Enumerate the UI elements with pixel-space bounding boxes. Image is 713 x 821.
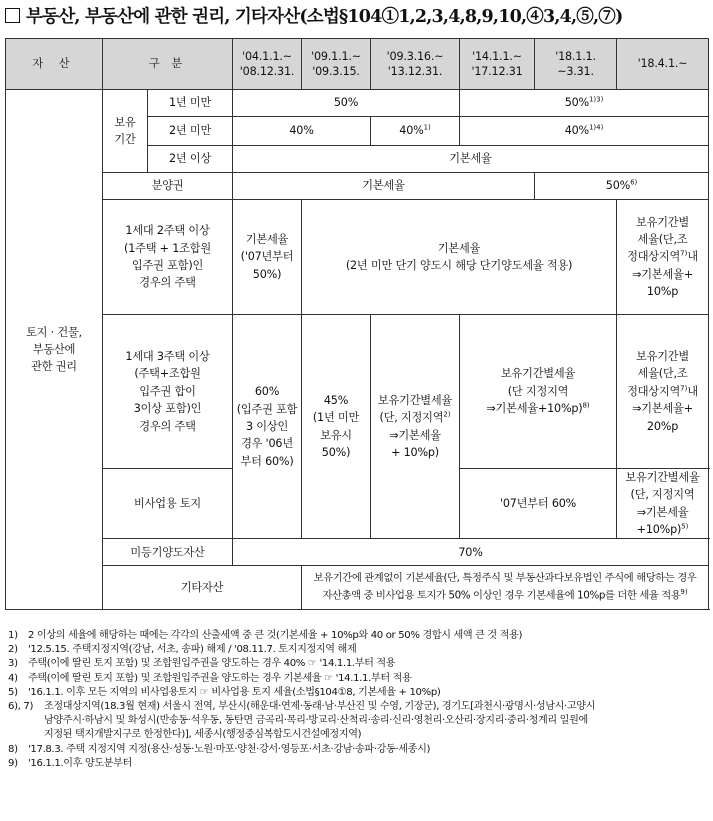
- presale-rate-b: 50%$^{6)}$: [535, 173, 709, 200]
- footnote-number: 3): [8, 658, 18, 670]
- footnotes: [8, 629, 708, 771]
- tax-rate-table: [5, 38, 709, 610]
- three-house-rate-e: 보유기간별 세율(단,조 정대상지역$^{7)}$내 ⇒기본세율+ 20%p: [617, 315, 709, 469]
- footnote-number: [8, 714, 44, 728]
- footnote-item: [8, 700, 708, 714]
- holding-period-label: 보유 기간: [103, 90, 148, 173]
- footnote-text: 주택(이에 딸린 토지 포함) 및 조합원입주권을 양도하는 경우 기본세율 ☞ '14.1.1.부터 적용: [28, 672, 412, 684]
- nonbiz-land-label: 비사업용 토지: [103, 469, 233, 539]
- footnote-item: [8, 686, 708, 700]
- footnote-number: 1): [8, 630, 18, 641]
- footnote-item: [8, 643, 708, 657]
- footnote-number: 8): [8, 743, 18, 755]
- table-row: [6, 315, 709, 469]
- two-house-label: 1세대 2주택 이상 (1주택 + 1조합원 입주권 포함)인 경우의 주택: [103, 200, 233, 315]
- footnote-item: [8, 714, 708, 728]
- two-house-rate-b: 기본세율 (2년 미만 단기 양도시 해당 단기양도세율 적용): [302, 200, 617, 315]
- header-asset: 자 산: [6, 39, 103, 90]
- header-period-3: '09.3.16.~ '13.12.31.: [371, 39, 460, 90]
- three-house-rate-d: 보유기간별세율 (단 지정지역 ⇒기본세율+10%p)$^{8)}$: [460, 315, 617, 469]
- footnote-text: 지정된 택지개발지구로 한정한다)], 세종시(행정중심복합도시건설예정지역): [44, 729, 362, 741]
- holding-under1-rate-a: 50%: [233, 90, 460, 117]
- three-house-rate-c: 보유기간별세율 (단, 지정지역$^{2)}$ ⇒기본세율 + 10%p): [371, 315, 460, 539]
- three-house-rate-b: 45% (1년 미만 보유시 50%): [302, 315, 371, 539]
- footnote-item: [8, 728, 708, 742]
- header-period-1: '04.1.1.~ '08.12.31.: [233, 39, 302, 90]
- checkbox-square-icon: [5, 8, 20, 23]
- header-period-2: '09.1.1.~ '09.3.15.: [302, 39, 371, 90]
- header-period-4: '14.1.1.~ '17.12.31: [460, 39, 535, 90]
- land-building-label: 토지 · 건물, 부동산에 관한 권리: [6, 90, 103, 610]
- table-row: [6, 539, 709, 566]
- holding-over2-rate: 기본세율: [233, 146, 709, 173]
- table-row: [6, 200, 709, 315]
- footnote-item: [8, 757, 708, 771]
- unregistered-rate: 70%: [233, 539, 709, 566]
- other-assets-rate: 보유기간에 관계없이 기본세율(단, 특정주식 및 부동산과다보유법인 주식에 해당하는 경우 자산총액 중 비사업용 토지가 50% 이상인 경우 기본세율에 10%p를 더한 세율 적용$^{9)}$: [302, 566, 709, 610]
- unregistered-label: 미등기양도자산: [103, 539, 233, 566]
- footnote-text: 조정대상지역(18.3월 현재) 서울시 전역, 부산시(해운대·연제·동래·남·부산진 및 수영, 기장군), 경기도[과천시·광명시·성남시·고양시: [44, 701, 596, 713]
- table-row: [6, 90, 709, 117]
- holding-under2-rate-b: 40%$^{1)}$: [371, 117, 460, 146]
- footnote-text: '16.1.1.이후 양도분부터: [28, 757, 132, 769]
- holding-under2-rate-a: 40%: [233, 117, 371, 146]
- footnote-item: [8, 672, 708, 686]
- footnote-number: [8, 728, 44, 742]
- footnote-number: 9): [8, 757, 18, 769]
- table-row: [6, 173, 709, 200]
- holding-under2-label: 2년 미만: [148, 117, 233, 146]
- header-period-6: '18.4.1.~: [617, 39, 709, 90]
- footnote-number: 6), 7): [8, 701, 34, 713]
- holding-under1-label: 1년 미만: [148, 90, 233, 117]
- nonbiz-land-rate-a: '07년부터 60%: [460, 469, 617, 539]
- footnote-text: 남양주시·하남시 및 화성시(반송동·석우동, 동탄면 금곡리·목리·방교리·산척리·송리·신리·영천리·오산리·장지리·중리·청계리 일원에: [44, 715, 588, 727]
- nonbiz-land-rate-b: 보유기간별세율 (단, 지정지역 ⇒기본세율+10%p)$^{5)}$: [617, 469, 709, 539]
- table-header-row: [6, 39, 709, 90]
- footnote-text: '16.1.1. 이후 모든 지역의 비사업용토지 ☞ 비사업용 토지 세율(소법§104①8, 기본세율 + 10%p): [28, 686, 441, 698]
- footnote-number: 4): [8, 672, 18, 684]
- footnote-text: '17.8.3. 주택 지정지역 지정(용산·성동·노원·마포·양천·강서·영등포·서초·강남·송파·강동·세종시): [28, 743, 431, 755]
- header-period-5: '18.1.1. ~3.31.: [535, 39, 617, 90]
- footnote-number: 2): [8, 644, 18, 656]
- holding-over2-label: 2년 이상: [148, 146, 233, 173]
- footnote-text: 2 이상의 세율에 해당하는 때에는 각각의 산출세액 중 큰 것(기본세율 + 10%p와 40 or 50% 경합시 세액 큰 것 적용): [28, 630, 523, 641]
- two-house-rate-a: 기본세율 ('07년부터 50%): [233, 200, 302, 315]
- footnote-number: 5): [8, 686, 18, 698]
- three-house-rate-a: 60% (입주권 포함 3 이상인 경우 '06년 부터 60%): [233, 315, 302, 539]
- presale-rate-a: 기본세율: [233, 173, 535, 200]
- header-category: 구 분: [103, 39, 233, 90]
- other-assets-label: 기타자산: [103, 566, 302, 610]
- footnote-item: [8, 629, 708, 643]
- footnote-text: '12.5.15. 주택지정지역(강남, 서초, 송파) 해제 / '08.11.7. 토지지정지역 해제: [28, 644, 357, 656]
- three-house-label: 1세대 3주택 이상 (주택+조합원 입주권 합이 3이상 포함)인 경우의 주택: [103, 315, 233, 469]
- footnote-text: 주택(이에 딸린 토지 포함) 및 조합원입주권을 양도하는 경우 40% ☞ '14.1.1.부터 적용: [28, 658, 396, 670]
- holding-under1-rate-b: 50%$^{1)3)}$: [460, 90, 709, 117]
- presale-label: 분양권: [103, 173, 233, 200]
- footnote-item: [8, 657, 708, 671]
- two-house-rate-c: 보유기간별 세율(단,조 정대상지역$^{7)}$내 ⇒기본세율+ 10%p: [617, 200, 709, 315]
- footnote-item: [8, 743, 708, 757]
- page-title: 부동산, 부동산에 관한 권리, 기타자산(소법§104①1,2,3,4,8,9,10,④3,4,⑤,⑦): [5, 3, 622, 28]
- holding-under2-rate-c: 40%$^{1)4)}$: [460, 117, 709, 146]
- table-row: [6, 566, 709, 610]
